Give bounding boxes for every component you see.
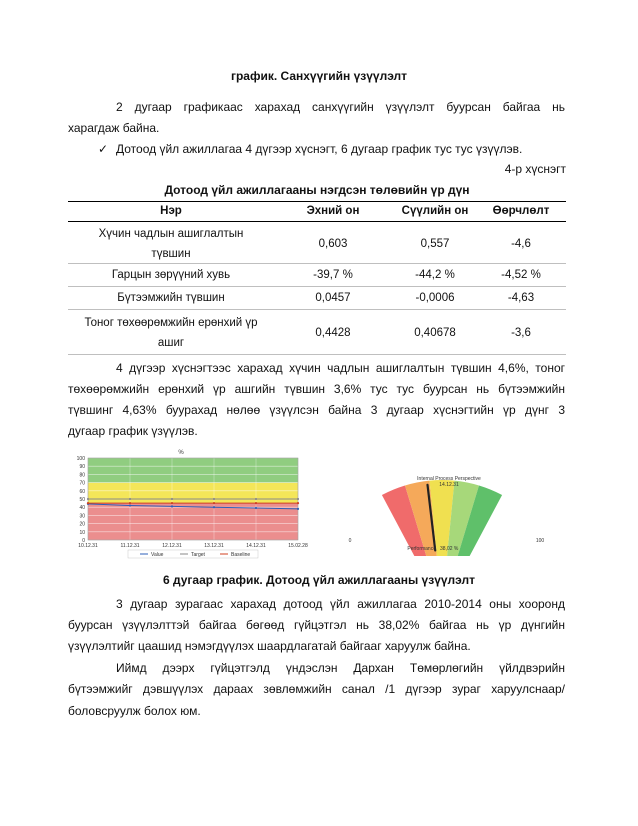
x-tick-label: 13.12.31: [204, 543, 224, 549]
data-point: [87, 498, 89, 500]
gauge-chart: [338, 468, 548, 556]
change-value: -4,63: [507, 292, 535, 304]
y-tick-label: 30: [79, 513, 85, 520]
x-tick-label: 12.12.31: [162, 543, 182, 549]
y-tick-label: 20: [79, 521, 85, 528]
chart-band: [88, 483, 298, 504]
row-name: Бүтээмжийн түвшин: [117, 292, 225, 304]
column-header: Сүүлийн он: [401, 205, 469, 217]
end-value: -0,0006: [415, 292, 455, 304]
gauge-segment-group: [382, 480, 502, 556]
data-point: [171, 505, 173, 507]
column-header: Эхний он: [306, 205, 360, 217]
paragraph-line: түвшинг 4,63% буурахад нөлөө үзүүлсэн байна 3 дугаар хүснэгтийн үр дүнг 3: [68, 403, 565, 417]
table-row-rule: [68, 309, 566, 310]
data-point: [297, 498, 299, 500]
data-point: [87, 502, 89, 504]
y-tick-label: 70: [79, 480, 85, 487]
table-number: 4-р хүснэгт: [504, 162, 566, 176]
gauge-label: Performance: [407, 546, 436, 552]
paragraph-line: 2 дугаар графикаас харахад санхүүгийн үзүүлэлт буурсан байгаа нь: [116, 100, 565, 114]
legend-label: Value: [151, 552, 164, 558]
data-point: [255, 507, 257, 509]
paragraph-line: бүтээмжийг дэвшүүлэх дараах зөвлөмжийн санал /1 дүгээр зураг харуулснаар/: [68, 682, 565, 696]
column-header: Нэр: [160, 205, 182, 217]
change-value: -3,6: [511, 327, 531, 339]
chart-band: [88, 458, 298, 483]
bullet-text: Дотоод үйл ажиллагаа 4 дүгээр хүснэгт, 6 дугаар график тус тус үзүүлэв.: [116, 142, 523, 156]
table-row-rule: [68, 286, 566, 287]
row-name: Тоног төхөөрөмжийн ерөнхий үр: [84, 317, 258, 329]
column-header: Өөрчлөлт: [492, 205, 550, 217]
y-tick-label: 10: [79, 529, 85, 536]
data-point: [255, 502, 257, 504]
data-point: [129, 502, 131, 504]
paragraph-line: 3 дугаар зурагаас харахад дотоод үйл ажиллагаа 2010-2014 оны хооронд: [116, 597, 565, 611]
y-tick-label: 60: [79, 488, 85, 495]
legend-label: Target: [191, 552, 205, 558]
figure-caption: 6 дугаар график. Дотоод үйл ажиллагааны үзүүлэлт: [162, 573, 475, 587]
row-name: Гарцын зөрүүний хувь: [111, 269, 231, 281]
start-value: 0,4428: [315, 327, 351, 339]
data-point: [213, 506, 215, 508]
checkmark-icon: ✓: [98, 142, 109, 156]
data-point: [297, 502, 299, 504]
table-row-rule: [68, 263, 566, 264]
figure-caption: график. Санхүүгийн үзүүлэлт: [230, 69, 408, 83]
row-name: ашиг: [157, 337, 185, 349]
y-tick-label: 80: [79, 472, 85, 479]
end-value: -44,2 %: [415, 269, 455, 281]
gauge-title: Internal Process Perspective: [417, 476, 481, 482]
paragraph-line: буурсан үзүүлэлттэй байгаа бөгөөд гүйцэтгэл нь 38,02% байгаа нь үр дүнгийн: [68, 618, 565, 632]
gauge-date: 14.12.31: [439, 482, 459, 488]
end-value: 0,557: [420, 238, 450, 250]
row-name: Хүчин чадлын ашиглалтын: [98, 228, 244, 240]
gauge-max-label: 100: [535, 538, 545, 544]
paragraph-line: үзүүлэлтийг цаашид нэмэгдүүлэх шаардлагатай байгааг харуулж байна.: [68, 639, 471, 653]
x-tick-label: 11.12.31: [120, 543, 140, 549]
x-tick-label: 10.12.31: [78, 543, 98, 549]
line-chart: [66, 446, 310, 560]
change-value: -4,6: [511, 238, 531, 250]
table-bottom-rule: [68, 354, 566, 355]
x-tick-label: 14.12.31: [246, 543, 266, 549]
paragraph-line: Иймд дээрх гүйцэтгэлд үндэслэн Дархан Төмөрлөгийн үйлдвэрийн: [116, 661, 565, 675]
data-point: [129, 504, 131, 506]
gauge-value: 38,02 %: [440, 546, 459, 552]
start-value: 0,0457: [315, 292, 351, 304]
gauge-min-label: 0: [348, 538, 352, 544]
data-point: [171, 498, 173, 500]
y-tick-label: 0: [82, 538, 85, 544]
y-tick-label: 40: [79, 505, 85, 512]
x-tick-label: 15.02.28: [288, 543, 308, 549]
legend: [128, 550, 258, 558]
row-name: түвшин: [151, 248, 191, 260]
start-value: -39,7 %: [313, 269, 353, 281]
gauge-readout: [407, 546, 459, 552]
legend-label: Baseline: [231, 552, 251, 558]
table-top-rule: [68, 201, 566, 202]
end-value: 0,40678: [414, 327, 456, 339]
y-tick-label: 90: [79, 464, 85, 471]
paragraph-line: төхөөрөмжийн ерөнхий үр ашгийн түвшин 3,6% тус тус буурсан нь бүтээмжийн: [68, 382, 565, 396]
paragraph-line: харагдаж байна.: [68, 121, 160, 135]
paragraph-line: дугаар график үзүүлэв.: [68, 424, 198, 438]
chart-title: %: [178, 450, 184, 456]
change-value: -4,52 %: [501, 269, 541, 281]
y-tick-label: 50: [79, 497, 85, 503]
y-tick-label: 100: [76, 456, 85, 462]
data-point: [255, 498, 257, 500]
data-point: [213, 502, 215, 504]
paragraph-line: боловсруулж болох юм.: [68, 704, 201, 718]
table-header-rule: [68, 221, 566, 222]
data-point: [171, 502, 173, 504]
data-point: [129, 498, 131, 500]
paragraph-line: 4 дүгээр хүснэгтээс харахад хүчин чадлын ашиглалтын түвшин 4,6%, тоног: [116, 361, 565, 375]
table-title: Дотоод үйл ажиллагааны нэгдсэн төлөвийн үр дүн: [164, 183, 470, 197]
data-point: [213, 498, 215, 500]
start-value: 0,603: [318, 238, 348, 250]
data-point: [297, 508, 299, 510]
